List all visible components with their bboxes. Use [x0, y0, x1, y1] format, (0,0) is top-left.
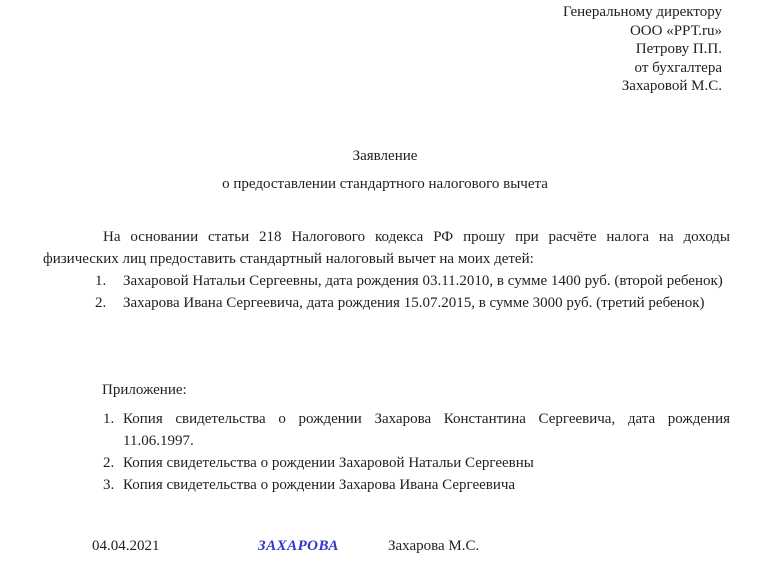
attachments-list [43, 408, 730, 496]
attachments-label: Приложение: [102, 382, 187, 398]
child-item-1: Захаровой Натальи Сергеевны, дата рождения 03.11.2010, в сумме 1400 руб. (второй ребенок) [123, 273, 723, 289]
signature-row [0, 535, 770, 557]
signatory-name: Захарова М.С. [388, 538, 480, 554]
document-title: Заявление [352, 148, 418, 164]
intro-paragraph: На основании статьи 218 Налогового кодекса РФ прошу при расчёте налога на доходы физических лиц предоставить стандартный налоговый вычет на моих детей: [43, 229, 730, 267]
child-item-2: Захарова Ивана Сергеевича, дата рождения 15.07.2015, в сумме 3000 руб. (третий ребенок) [123, 295, 705, 311]
title-block [0, 147, 770, 194]
attachment-item-1: Копия свидетельства о рождении Захарова Константина Сергеевича, дата рождения 11.06.1997. [123, 411, 730, 449]
recipient-line-company: ООО «РРТ.ru» [629, 22, 722, 39]
signature-text: ЗАХАРОВА [258, 538, 339, 554]
recipient-line-from-role: от бухгалтера [634, 59, 722, 76]
attachments-block [43, 379, 730, 496]
children-list [43, 270, 730, 314]
recipient-line-director: Генеральному директору [562, 4, 722, 20]
body-block [43, 226, 730, 314]
recipient-block [563, 3, 722, 96]
recipient-line-from-name: Захаровой М.С. [621, 78, 722, 94]
document-subtitle: о предоставлении стандартного налогового вычета [222, 176, 548, 192]
attachment-item-3: Копия свидетельства о рождении Захарова Ивана Сергеевича [123, 477, 516, 493]
signature-date: 04.04.2021 [92, 538, 160, 554]
attachment-item-2: Копия свидетельства о рождении Захаровой Натальи Сергеевны [123, 455, 534, 471]
recipient-line-name: Петрову П.П. [635, 41, 722, 57]
